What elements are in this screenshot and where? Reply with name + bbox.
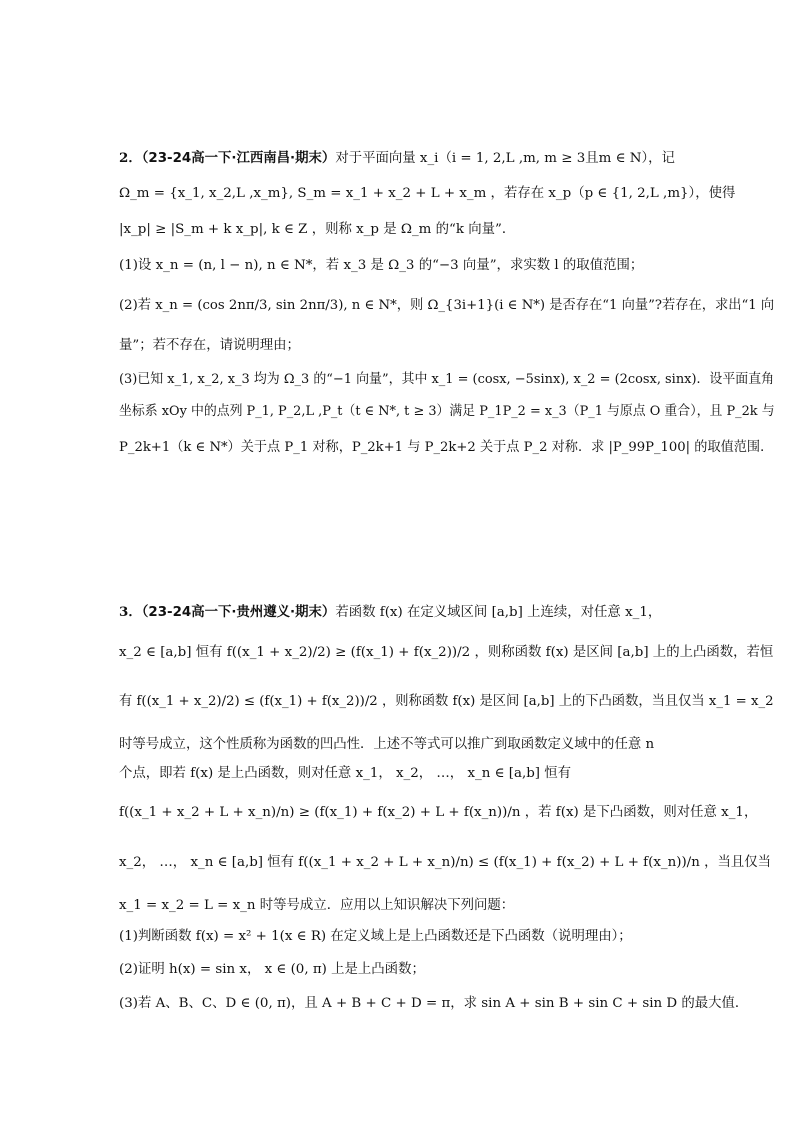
problem-2-part-3-cont-1: 坐标系 xOy 中的点列 P_1, P_2,L ,P_t（t ∈ N*, t ≥ 3）满足 P_1P_2 = x_3（P_1 与原点 O 重合），且 P_2k 与 [119, 404, 775, 419]
problem-2-part-2: (2)若 x_n = (cos 2nπ/3, sin 2nπ/3), n ∈ N*，则 Ω_{3i+1}(i ∈ N*) 是否存在“1 向量”?若存在，求出“1 向 [119, 298, 775, 313]
problem-2-number: 2． [119, 150, 142, 166]
problem-3-line-4: 时等号成立，这个性质称为函数的凹凸性．上述不等式可以推广到取函数定义域中的任意 n [119, 737, 655, 752]
problem-3-source: （23-24高一下·贵州遵义·期末） [141, 605, 336, 620]
problem-2-line-1 [119, 150, 675, 167]
problem-2-line-3: |x_p| ≥ |S_m + k x_p|, k ∈ Z ，则称 x_p 是 Ω_m 的“k 向量”． [119, 222, 516, 237]
problem-3-line-2: x_2 ∈ [a,b] 恒有 f((x_1 + x_2)/2) ≥ (f(x_1) + f(x_2))/2 ，则称函数 f(x) 是区间 [a,b] 上的上凸函数，若恒 [119, 645, 774, 660]
problem-3-line-7: x_2， …， x_n ∈ [a,b] 恒有 f((x_1 + x_2 + L + x_n)/n) ≤ (f(x_1) + f(x_2) + L + f(x_n))/n ，当且仅当 [119, 855, 772, 870]
problem-3-text-1: 若函数 f(x) 在定义域区间 [a,b] 上连续，对任意 x_1， [335, 605, 662, 620]
problem-2-part-3: (3)已知 x_1, x_2, x_3 均为 Ω_3 的“−1 向量”，其中 x_1 = (cosx, −5sinx), x_2 = (2cosx, sinx)．设平面直角 [119, 372, 775, 387]
problem-2-part-1: (1)设 x_n = (n, l − n), n ∈ N*，若 x_3 是 Ω_3 的“−3 向量”，求实数 l 的取值范围； [119, 258, 644, 273]
problem-3-line-5: 个点，即若 f(x) 是上凸函数，则对任意 x_1， x_2， …， x_n ∈ [a,b] 恒有 [119, 766, 572, 781]
problem-3-number: 3． [119, 604, 142, 620]
problem-2-line-2: Ω_m = {x_1, x_2,L ,x_m}, S_m = x_1 + x_2 + L + x_m ，若存在 x_p（p ∈ {1, 2,L ,m}），使得 [119, 186, 736, 201]
problem-3-part-2: (2)证明 h(x) = sin x， x ∈ (0, π) 上是上凸函数； [119, 962, 425, 977]
problem-2-text-1: 对于平面向量 x_i（i = 1, 2,L ,m, m ≥ 3且m ∈ N），记 [335, 151, 675, 166]
problem-3-part-1: (1)判断函数 f(x) = x² + 1(x ∈ R) 在定义域上是上凸函数还是下凸函数（说明理由）； [119, 929, 632, 944]
problem-3-line-8: x_1 = x_2 = L = x_n 时等号成立．应用以上知识解决下列问题： [119, 898, 515, 913]
problem-3-line-6: f((x_1 + x_2 + L + x_n)/n) ≥ (f(x_1) + f(x_2) + L + f(x_n))/n ，若 f(x) 是下凸函数，则对任意 x_1， [119, 805, 758, 820]
problem-3-part-3: (3)若 A、B、C、D ∈ (0, π)，且 A + B + C + D = π，求 sin A + sin B + sin C + sin D 的最大值． [119, 996, 749, 1011]
problem-2-part-2-cont: 量”；若不存在，请说明理由； [119, 338, 300, 353]
problem-3-line-1 [119, 604, 661, 621]
problem-2-source: （23-24高一下·江西南昌·期末） [141, 151, 336, 166]
problem-3-line-3: 有 f((x_1 + x_2)/2) ≤ (f(x_1) + f(x_2))/2 ，则称函数 f(x) 是区间 [a,b] 上的下凸函数，当且仅当 x_1 = x_2 [119, 694, 774, 709]
problem-2-part-3-cont-2: P_2k+1（k ∈ N*）关于点 P_1 对称，P_2k+1 与 P_2k+2 关于点 P_2 对称．求 |P_99P_100| 的取值范围． [119, 440, 774, 455]
